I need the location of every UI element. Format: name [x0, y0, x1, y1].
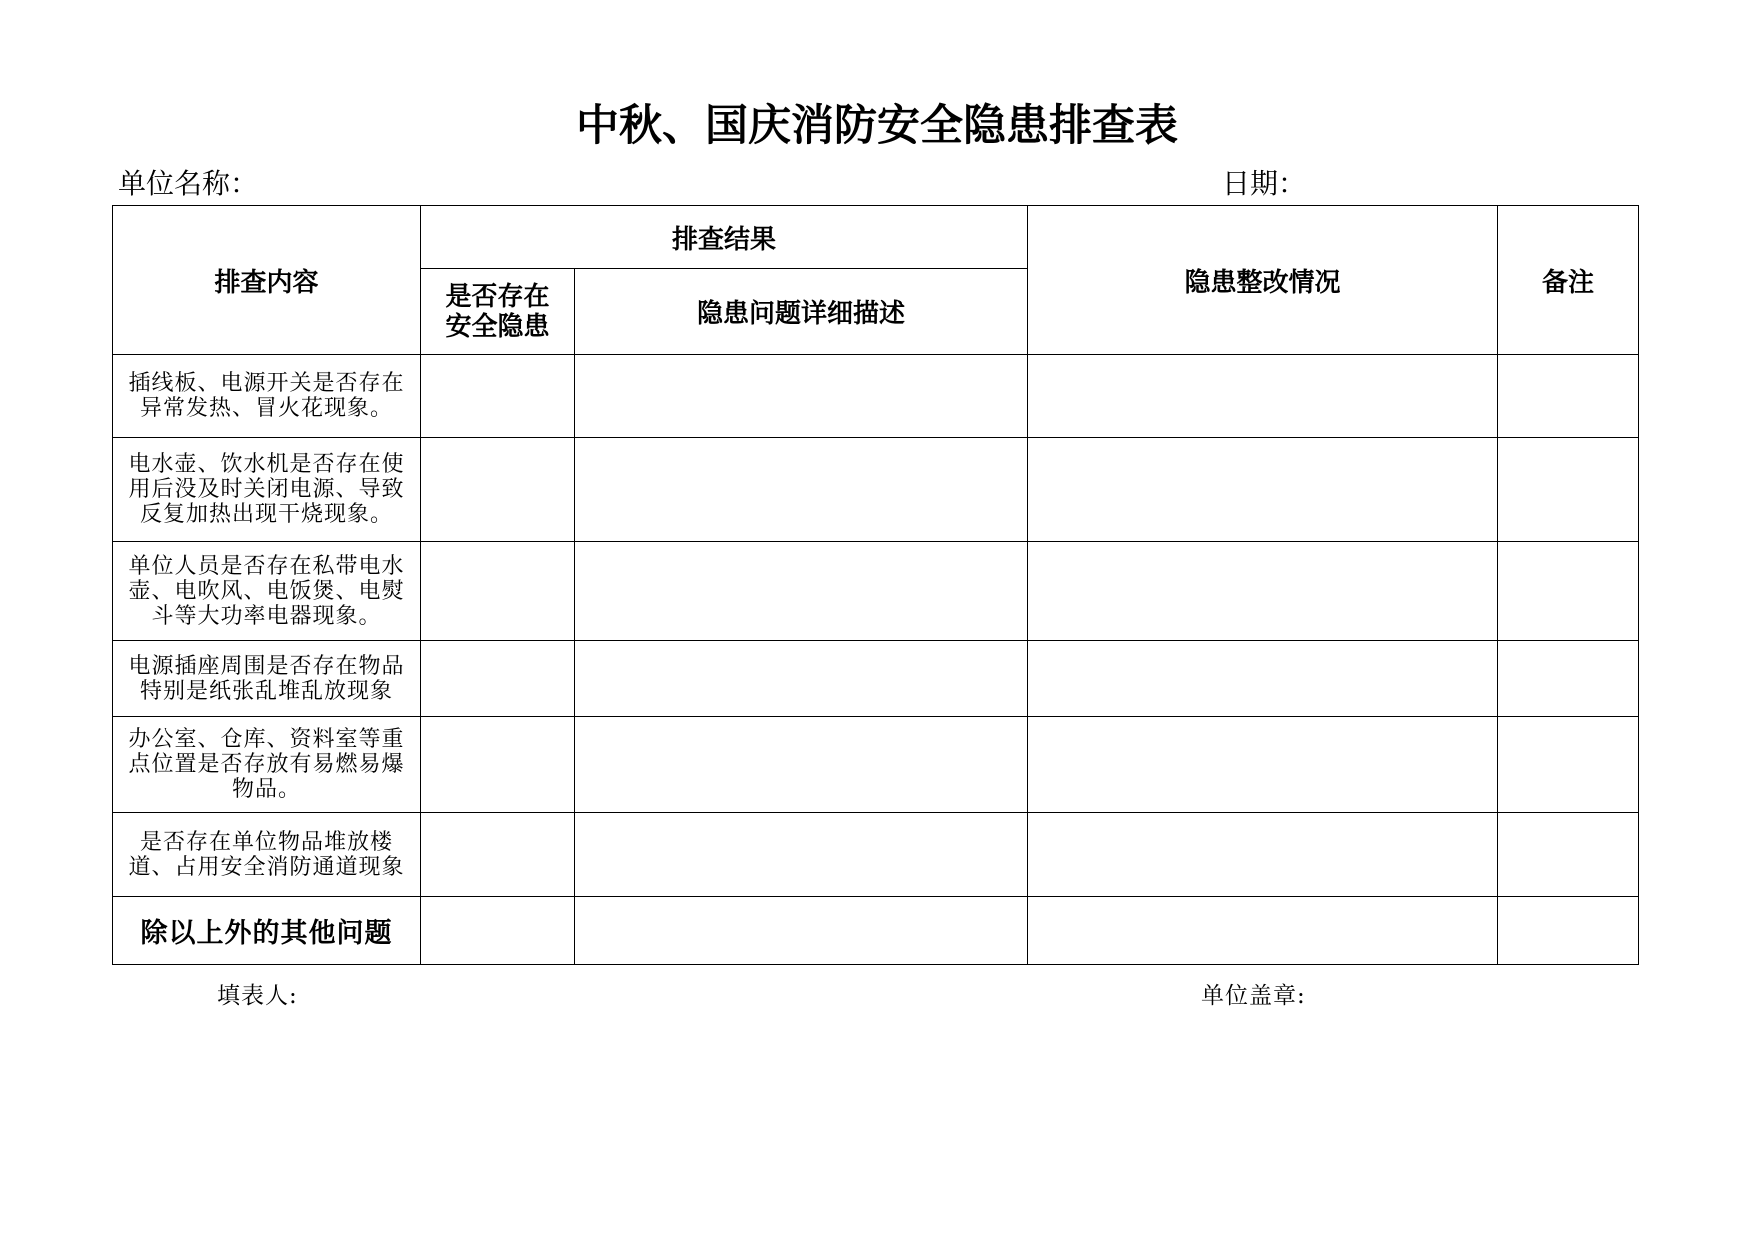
page-title: 中秋、国庆消防安全隐患排查表 — [576, 101, 1178, 151]
rectification-cell[interactable] — [1028, 438, 1498, 542]
row-content: 电源插座周围是否存在物品特别是纸张乱堆乱放现象 — [113, 641, 421, 717]
header-has-hazard: 是否存在安全隐患 — [421, 269, 575, 355]
table-row — [113, 641, 1639, 717]
has-hazard-cell[interactable] — [421, 717, 575, 813]
seal-label: 单位盖章: — [1201, 983, 1306, 1009]
remarks-cell[interactable] — [1498, 897, 1639, 965]
rectification-cell[interactable] — [1028, 542, 1498, 641]
table-row — [113, 813, 1639, 897]
row-content: 插线板、电源开关是否存在异常发热、冒火花现象。 — [113, 355, 421, 438]
unit-name-label: 单位名称： — [118, 167, 259, 200]
description-cell[interactable] — [575, 355, 1028, 438]
table-row — [113, 542, 1639, 641]
table-row — [113, 717, 1639, 813]
rectification-cell[interactable] — [1028, 355, 1498, 438]
row-content: 办公室、仓库、资料室等重点位置是否存放有易燃易爆物品。 — [113, 717, 421, 813]
remarks-cell[interactable] — [1498, 813, 1639, 897]
other-issues-row — [113, 897, 1639, 965]
header-content: 排查内容 — [113, 206, 421, 355]
description-cell[interactable] — [575, 717, 1028, 813]
remarks-cell[interactable] — [1498, 438, 1639, 542]
other-issues-label: 除以上外的其他问题 — [113, 897, 421, 965]
description-cell[interactable] — [575, 897, 1028, 965]
has-hazard-cell[interactable] — [421, 813, 575, 897]
remarks-cell[interactable] — [1498, 542, 1639, 641]
has-hazard-cell[interactable] — [421, 542, 575, 641]
has-hazard-cell[interactable] — [421, 355, 575, 438]
rectification-cell[interactable] — [1028, 813, 1498, 897]
row-content: 是否存在单位物品堆放楼道、占用安全消防通道现象 — [113, 813, 421, 897]
header-row — [113, 206, 1639, 269]
table-row — [113, 355, 1639, 438]
row-content: 单位人员是否存在私带电水壶、电吹风、电饭煲、电熨斗等大功率电器现象。 — [113, 542, 421, 641]
rectification-cell[interactable] — [1028, 717, 1498, 813]
rectification-cell[interactable] — [1028, 897, 1498, 965]
description-cell[interactable] — [575, 813, 1028, 897]
description-cell[interactable] — [575, 438, 1028, 542]
date-label: 日期： — [1222, 167, 1307, 200]
has-hazard-cell[interactable] — [421, 438, 575, 542]
remarks-cell[interactable] — [1498, 355, 1639, 438]
header-rectification: 隐患整改情况 — [1028, 206, 1498, 355]
table-row — [113, 438, 1639, 542]
filler-label: 填表人: — [217, 983, 298, 1009]
has-hazard-cell[interactable] — [421, 641, 575, 717]
header-result: 排查结果 — [421, 206, 1028, 269]
header-remarks: 备注 — [1498, 206, 1639, 355]
inspection-table — [112, 205, 1639, 965]
description-cell[interactable] — [575, 641, 1028, 717]
remarks-cell[interactable] — [1498, 717, 1639, 813]
has-hazard-cell[interactable] — [421, 897, 575, 965]
header-description: 隐患问题详细描述 — [575, 269, 1028, 355]
row-content: 电水壶、饮水机是否存在使用后没及时关闭电源、导致反复加热出现干烧现象。 — [113, 438, 421, 542]
description-cell[interactable] — [575, 542, 1028, 641]
remarks-cell[interactable] — [1498, 641, 1639, 717]
rectification-cell[interactable] — [1028, 641, 1498, 717]
